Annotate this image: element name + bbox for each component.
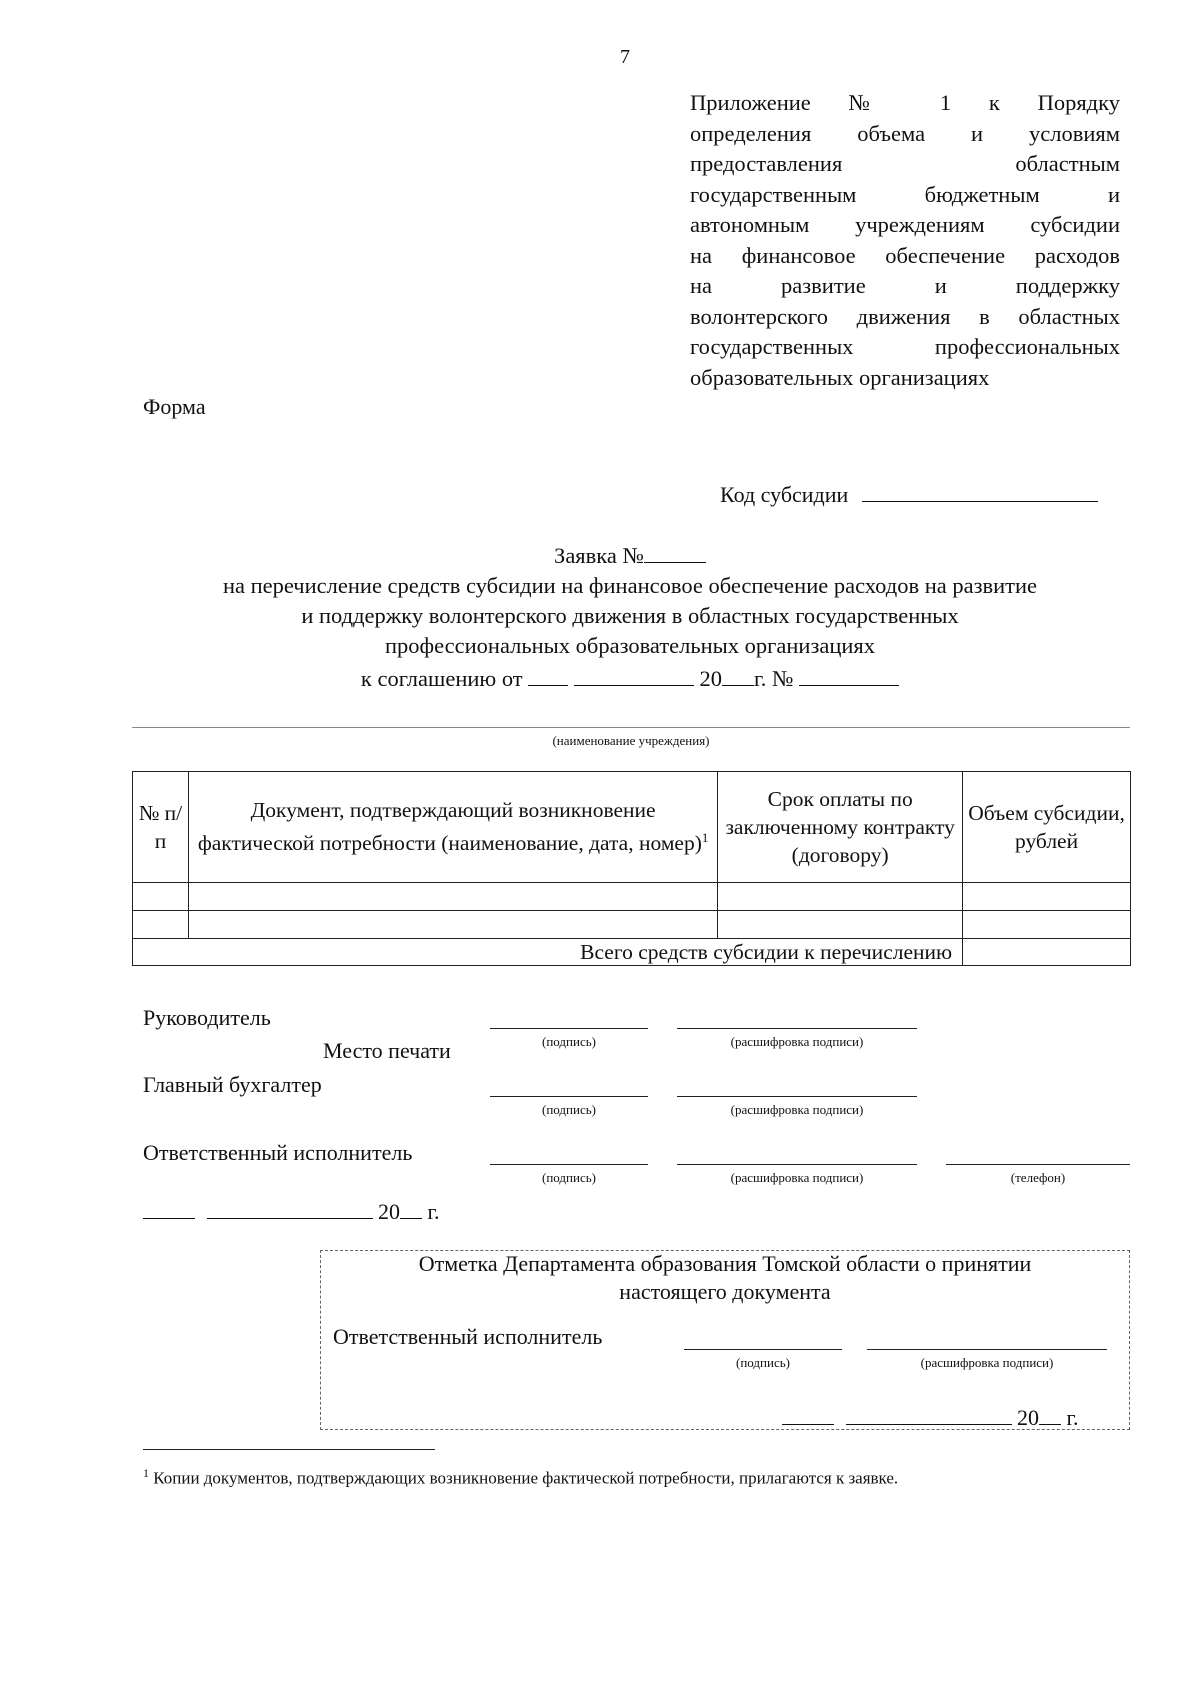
accountant-decoding-line[interactable]: [677, 1096, 917, 1097]
department-signature-line[interactable]: [684, 1349, 842, 1350]
signature-caption: (подпись): [542, 1034, 596, 1049]
signature-caption: (подпись): [736, 1355, 790, 1370]
table-cell[interactable]: [133, 883, 189, 911]
appendix-line: государственных профессиональных: [690, 334, 1120, 359]
appendix-header: [690, 88, 1120, 393]
department-date-suffix: г.: [1066, 1405, 1079, 1430]
appendix-line: образовательных организациях: [690, 364, 990, 390]
department-mark-title-line: настоящего документа: [619, 1279, 831, 1304]
table-cell[interactable]: [718, 883, 963, 911]
footnote-separator: [143, 1449, 435, 1450]
page-number: 7: [620, 46, 630, 68]
department-date-month-field[interactable]: [846, 1400, 1012, 1425]
seal-label: Место печати: [323, 1038, 451, 1063]
table-cell[interactable]: [963, 911, 1131, 939]
request-title-block: [130, 538, 1130, 694]
decoding-caption: (расшифровка подписи): [920, 1355, 1054, 1370]
footnote: [143, 1462, 898, 1490]
subsidy-code-label: Код субсидии: [720, 482, 849, 507]
table-cell[interactable]: [188, 883, 717, 911]
appendix-line: волонтерского движения в областных: [690, 303, 1120, 329]
date-year-field[interactable]: [400, 1194, 422, 1219]
accountant-label: Главный бухгалтер: [143, 1072, 322, 1097]
department-mark-title-line: Отметка Департамента образования Томской области о принятии: [418, 1251, 1032, 1276]
agreement-month-field[interactable]: [574, 661, 694, 686]
institution-name-line[interactable]: [132, 727, 1130, 728]
appendix-line: на финансовое обеспечение расходов: [690, 242, 1120, 268]
appendix-line: предоставления областным: [690, 151, 1120, 176]
subsidy-code: [720, 477, 1098, 510]
table-row: [133, 911, 1131, 939]
department-decoding-line[interactable]: [867, 1349, 1107, 1350]
appendix-line: определения объема и условиям: [690, 120, 1120, 146]
head-label: Руководитель: [143, 1005, 271, 1030]
header-document-text: Документ, подтверждающий возникновение фактической потребности (наименование, дата, номер): [197, 798, 702, 856]
table-cell[interactable]: [133, 911, 189, 939]
date-month-field[interactable]: [207, 1194, 373, 1219]
agreement-prefix: к соглашению от: [360, 666, 523, 691]
appendix-line: Приложение № 1 к Порядку: [690, 90, 1120, 115]
table-header-row: [133, 772, 1131, 883]
agreement-number-field[interactable]: [799, 661, 899, 686]
executor-signature-line[interactable]: [490, 1164, 648, 1165]
request-subtitle-line: профессиональных образовательных организациях: [384, 633, 876, 658]
header-amount: Объем субсидии, рублей: [963, 772, 1131, 883]
department-date-year-prefix: 20: [1017, 1405, 1039, 1430]
form-label: Форма: [143, 394, 206, 419]
request-number-field[interactable]: [644, 538, 706, 563]
institution-caption: (наименование учреждения): [552, 733, 710, 748]
department-executor-label: Ответственный исполнитель: [333, 1324, 603, 1349]
head-decoding-line[interactable]: [677, 1028, 917, 1029]
header-term: Срок оплаты по заключенному контракту (договору): [718, 772, 963, 883]
phone-caption: (телефон): [1010, 1170, 1066, 1185]
table-cell[interactable]: [963, 883, 1131, 911]
table-cell[interactable]: [718, 911, 963, 939]
date-line: [143, 1194, 440, 1227]
agreement-year-prefix: 20: [699, 666, 723, 691]
date-year-prefix: 20: [378, 1199, 400, 1224]
subsidy-table: [132, 771, 1131, 966]
table-total-row: [133, 939, 1131, 966]
table-row: [133, 883, 1131, 911]
agreement-line: [130, 661, 1130, 694]
department-date-day-field[interactable]: [782, 1400, 834, 1425]
decoding-caption: (расшифровка подписи): [730, 1034, 864, 1049]
department-date-year-field[interactable]: [1039, 1400, 1061, 1425]
executor-label: Ответственный исполнитель: [143, 1140, 413, 1165]
request-subtitle-line: на перечисление средств субсидии на финансовое обеспечение расходов на развитие: [222, 573, 1038, 598]
agreement-year-field[interactable]: [722, 661, 754, 686]
executor-decoding-line[interactable]: [677, 1164, 917, 1165]
appendix-line: автономным учреждениям субсидии: [690, 212, 1120, 237]
total-label: Всего средств субсидии к перечислению: [133, 939, 963, 966]
table-cell[interactable]: [188, 911, 717, 939]
executor-phone-line[interactable]: [946, 1164, 1130, 1165]
accountant-signature-line[interactable]: [490, 1096, 648, 1097]
appendix-line: государственным бюджетным и: [690, 181, 1120, 207]
subsidy-code-field[interactable]: [862, 477, 1098, 502]
signature-caption: (подпись): [542, 1102, 596, 1117]
date-year-suffix: г.: [427, 1199, 440, 1224]
agreement-number-label: г. №: [754, 666, 794, 691]
department-mark-title: [320, 1250, 1130, 1306]
request-title-text: Заявка №: [554, 543, 644, 568]
decoding-caption: (расшифровка подписи): [730, 1170, 864, 1185]
request-subtitle-line: и поддержку волонтерского движения в областных государственных: [301, 603, 959, 628]
footnote-text: Копии документов, подтверждающих возникновение фактической потребности, прилагаются к заявке.: [153, 1468, 899, 1488]
date-day-field[interactable]: [143, 1194, 195, 1219]
header-num: № п/п: [133, 772, 189, 883]
request-title: [130, 538, 1130, 571]
header-document: [188, 772, 717, 883]
footnote-marker: 1: [143, 1466, 149, 1480]
appendix-line: на развитие и поддержку: [690, 273, 1120, 298]
signature-caption: (подпись): [542, 1170, 596, 1185]
department-date-line: [782, 1400, 1079, 1433]
footnote-ref: 1: [701, 830, 709, 846]
head-signature-line[interactable]: [490, 1028, 648, 1029]
decoding-caption: (расшифровка подписи): [730, 1102, 864, 1117]
agreement-day-field[interactable]: [528, 661, 568, 686]
total-amount-cell[interactable]: [963, 939, 1131, 966]
